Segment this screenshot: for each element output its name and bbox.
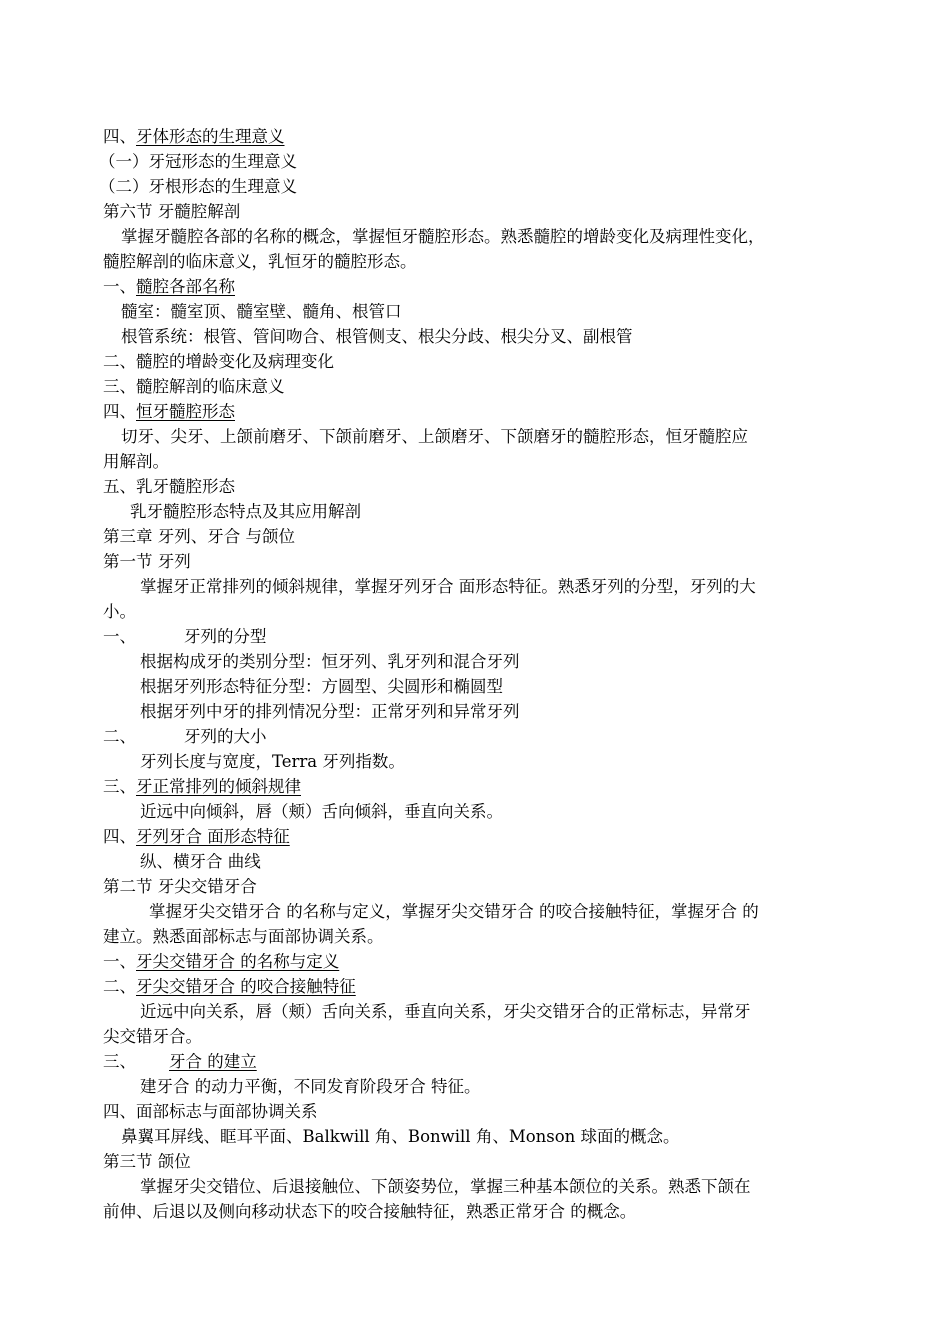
- heading-text: 牙列牙合 面形态特征: [136, 827, 290, 846]
- section-heading: [103, 274, 853, 299]
- heading-number: 一、: [103, 277, 136, 296]
- paragraph-line: 近远中向倾斜，唇（颊）舌向倾斜，垂直向关系。: [140, 802, 503, 821]
- paragraph-line: 掌握牙正常排列的倾斜规律，掌握牙列牙合 面形态特征。熟悉牙列的分型，牙列的大: [140, 577, 756, 596]
- paragraph-line: 根据牙列中牙的排列情况分型：正常牙列和异常牙列: [140, 702, 520, 721]
- heading-number: 四、: [103, 127, 136, 146]
- heading-text: 恒牙髓腔形态: [136, 402, 235, 421]
- section-title: 第三节 颌位: [103, 1152, 191, 1171]
- section-heading: [103, 124, 853, 149]
- heading-text: 牙列的分型: [184, 627, 267, 646]
- paragraph-line: 掌握牙髓腔各部的名称的概念，掌握恒牙髓腔形态。熟悉髓腔的增龄变化及病理性变化，: [121, 227, 765, 246]
- heading-number: 四、: [103, 402, 136, 421]
- section-heading: [103, 1049, 853, 1074]
- paragraph-line: 小。: [103, 602, 136, 621]
- paragraph-line: 鼻翼耳屏线、眶耳平面、Balkwill 角、Bonwill 角、Monson 球面的概念。: [121, 1127, 680, 1146]
- heading-number: 二、: [103, 977, 136, 996]
- sub-heading: （二）牙根形态的生理意义: [99, 177, 297, 196]
- paragraph-line: 乳牙髓腔形态特点及其应用解剖: [130, 502, 361, 521]
- paragraph-line: 根据牙列形态特征分型：方圆型、尖圆形和椭圆型: [140, 677, 503, 696]
- heading-text: 髓腔各部名称: [136, 277, 235, 296]
- section-title: 第一节 牙列: [103, 552, 191, 571]
- paragraph-line: 近远中向关系，唇（颊）舌向关系，垂直向关系，牙尖交错牙合的正常标志，异常牙: [140, 1002, 751, 1021]
- heading-text: 牙正常排列的倾斜规律: [136, 777, 301, 796]
- section-heading: [103, 624, 853, 649]
- section-heading: [103, 974, 853, 999]
- section-heading: [103, 724, 853, 749]
- sub-heading: （一）牙冠形态的生理意义: [99, 152, 297, 171]
- heading-number: 三、: [103, 777, 136, 796]
- paragraph-line: 尖交错牙合。: [103, 1027, 202, 1046]
- section-heading: [103, 399, 853, 424]
- section-heading: 四、面部标志与面部协调关系: [103, 1102, 318, 1121]
- paragraph-line: 髓室：髓室顶、髓室壁、髓角、根管口: [121, 302, 402, 321]
- section-heading: [103, 824, 853, 849]
- paragraph-line: 切牙、尖牙、上颌前磨牙、下颌前磨牙、上颌磨牙、下颌磨牙的髓腔形态，恒牙髓腔应: [121, 427, 748, 446]
- heading-number: 一、: [103, 627, 136, 646]
- section-heading: [103, 774, 853, 799]
- paragraph-line: 髓腔解剖的临床意义，乳恒牙的髓腔形态。: [103, 252, 417, 271]
- heading-number: 四、: [103, 827, 136, 846]
- paragraph-line: 牙列长度与宽度，Terra 牙列指数。: [140, 752, 405, 771]
- paragraph-line: 根据构成牙的类别分型：恒牙列、乳牙列和混合牙列: [140, 652, 520, 671]
- paragraph-line: 用解剖。: [103, 452, 169, 471]
- heading-number: 一、: [103, 952, 136, 971]
- paragraph-line: 建立。熟悉面部标志与面部协调关系。: [103, 927, 384, 946]
- heading-text: 牙合 的建立: [169, 1052, 257, 1071]
- section-title: 第六节 牙髓腔解剖: [103, 202, 241, 221]
- section-heading: 三、髓腔解剖的临床意义: [103, 377, 285, 396]
- paragraph-line: 建牙合 的动力平衡，不同发育阶段牙合 特征。: [140, 1077, 481, 1096]
- heading-text: 牙尖交错牙合 的咬合接触特征: [136, 977, 356, 996]
- paragraph-line: 掌握牙尖交错牙合 的名称与定义，掌握牙尖交错牙合 的咬合接触特征，掌握牙合 的: [149, 902, 759, 921]
- chapter-title: 第三章 牙列、牙合 与颌位: [103, 527, 295, 546]
- paragraph-line: 纵、横牙合 曲线: [140, 852, 261, 871]
- paragraph-line: 掌握牙尖交错位、后退接触位、下颌姿势位，掌握三种基本颌位的关系。熟悉下颌在: [140, 1177, 751, 1196]
- heading-text: 牙尖交错牙合 的名称与定义: [136, 952, 340, 971]
- section-heading: 二、髓腔的增龄变化及病理变化: [103, 352, 334, 371]
- heading-number: 三、: [103, 1052, 136, 1071]
- paragraph-line: 前伸、后退以及侧向移动状态下的咬合接触特征，熟悉正常牙合 的概念。: [103, 1202, 637, 1221]
- heading-text: 牙体形态的生理意义: [136, 127, 285, 146]
- section-heading: 五、乳牙髓腔形态: [103, 477, 235, 496]
- heading-text: 牙列的大小: [184, 727, 267, 746]
- heading-number: 二、: [103, 727, 136, 746]
- section-title: 第二节 牙尖交错牙合: [103, 877, 257, 896]
- section-heading: [103, 949, 853, 974]
- paragraph-line: 根管系统：根管、管间吻合、根管侧支、根尖分歧、根尖分叉、副根管: [121, 327, 633, 346]
